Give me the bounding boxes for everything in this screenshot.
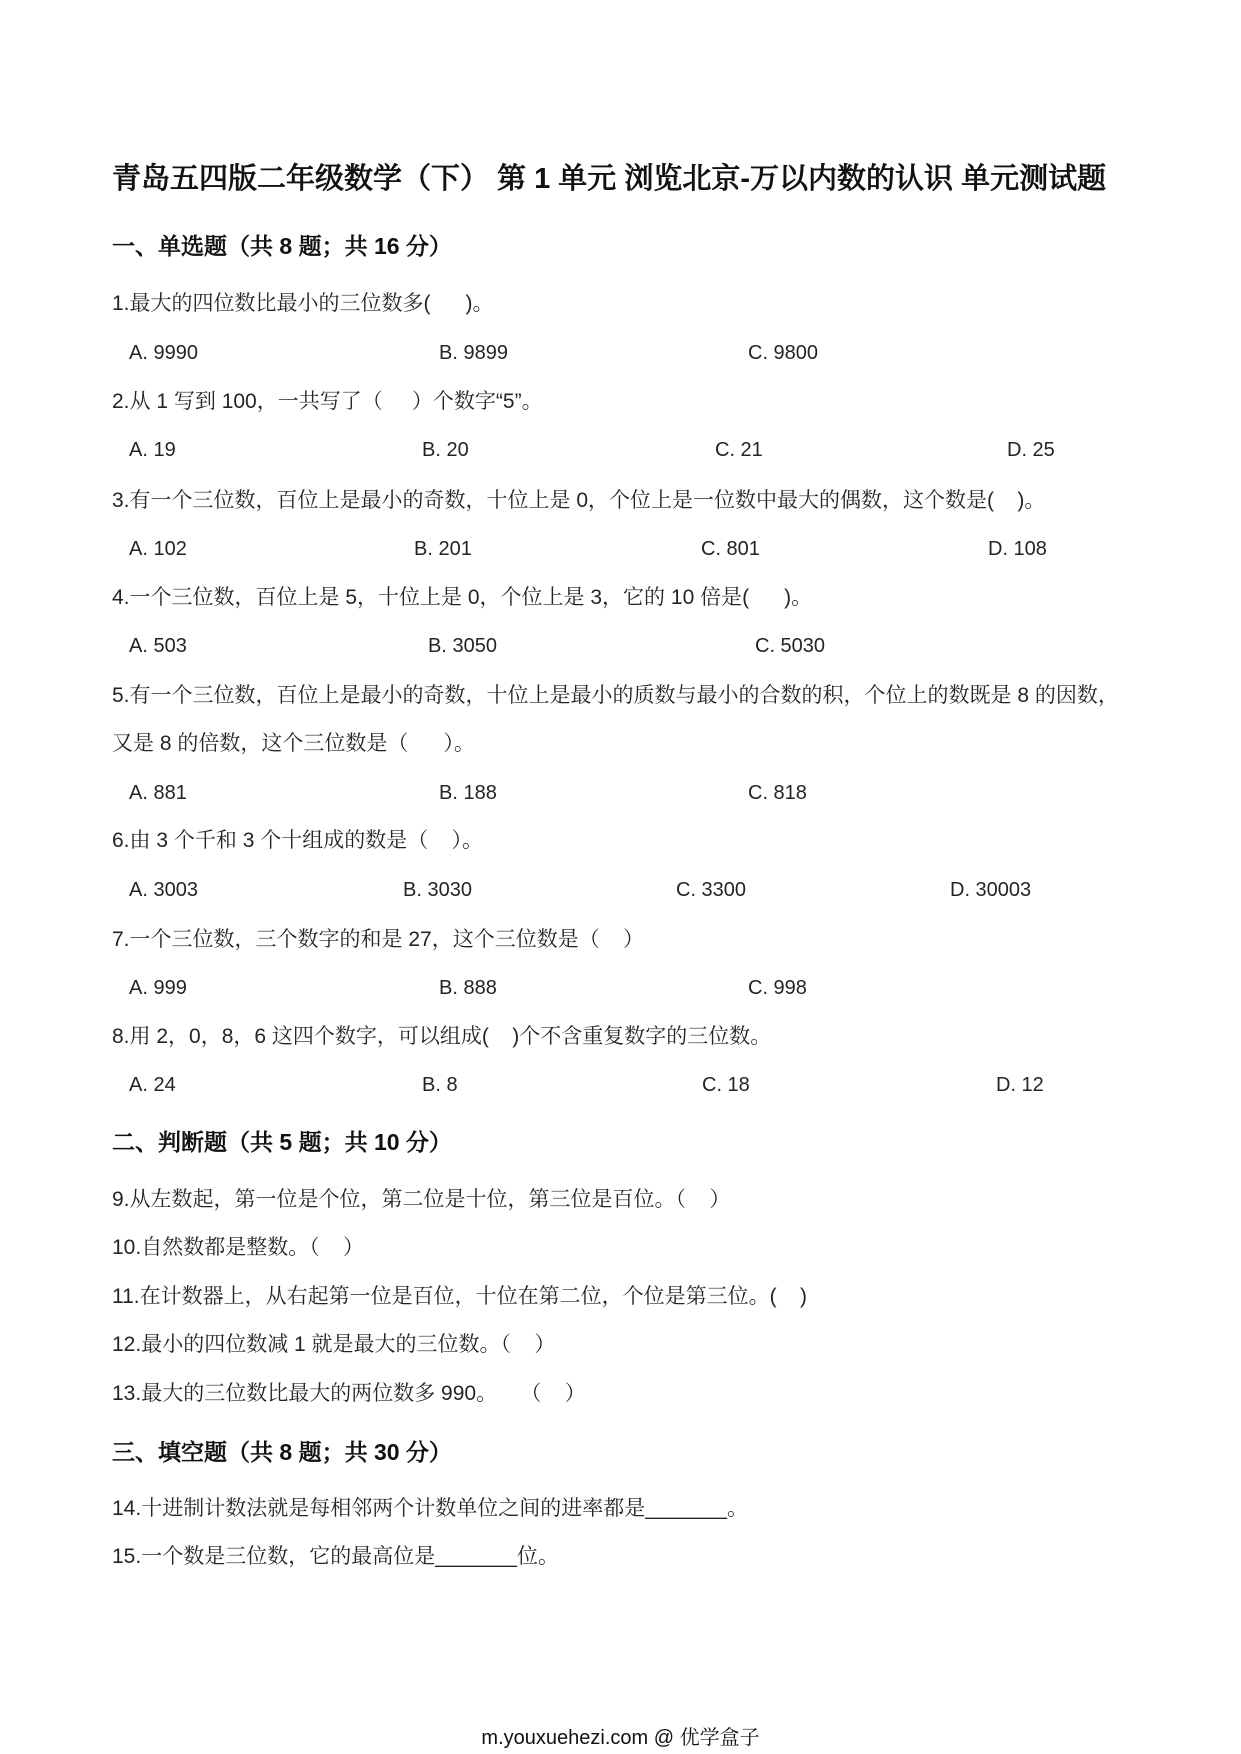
question-7-option-b: B. 888 [439,977,497,999]
question-7-text: 7.一个三位数，三个数字的和是 27，这个三位数是（ ） [112,928,645,951]
question-4-text: 4.一个三位数，百位上是 5，十位上是 0，个位上是 3，它的 10 倍是( )。 [112,586,813,609]
question-10-text: 10.自然数都是整数。（ ） [112,1236,365,1259]
question-6-text: 6.由 3 个千和 3 个十组成的数是（ ）。 [112,829,484,852]
document-title: 青岛五四版二年级数学（下） 第 1 单元 浏览北京-万以内数的认识 单元测试题 [112,163,1107,195]
section-heading: 二、判断题（共 5 题；共 10 分） [112,1129,452,1155]
question-8-option-a: A. 24 [129,1074,176,1096]
question-9-text: 9.从左数起，第一位是个位，第二位是十位，第三位是百位。（ ） [112,1188,731,1211]
question-6-option-c: C. 3300 [676,879,747,901]
section-heading: 三、填空题（共 8 题；共 30 分） [112,1439,452,1465]
question-4-option-b: B. 3050 [428,635,497,657]
question-7-option-a: A. 999 [129,977,187,999]
question-2-option-c: C. 21 [715,439,763,461]
question-11-text: 11.在计数器上，从右起第一位是百位，十位在第二位，个位是第三位。( ) [112,1285,807,1308]
question-2-option-b: B. 20 [422,439,469,461]
question-1-option-c: C. 9800 [748,342,819,364]
question-8-option-b: B. 8 [422,1074,458,1096]
question-1-text: 1.最大的四位数比最小的三位数多( )。 [112,292,494,315]
question-3-option-c: C. 801 [701,538,760,560]
section-heading: 一、单选题（共 8 题；共 16 分） [112,233,452,259]
page-footer: m.youxuehezi.com @ 优学盒子 [481,1727,760,1749]
question-2-option-a: A. 19 [129,439,176,461]
question-14-text: 14.十进制计数法就是每相邻两个计数单位之间的进率都是_______。 [112,1497,748,1520]
question-1-option-b: B. 9899 [439,342,508,364]
question-8-option-c: C. 18 [702,1074,750,1096]
question-12-text: 12.最小的四位数减 1 就是最大的三位数。（ ） [112,1333,556,1356]
question-8-option-d: D. 12 [996,1074,1044,1096]
question-4-option-a: A. 503 [129,635,187,657]
question-13-text: 13.最大的三位数比最大的两位数多 990。 （ ） [112,1382,586,1405]
question-3-option-b: B. 201 [414,538,472,560]
question-6-option-a: A. 3003 [129,879,198,901]
question-7-option-c: C. 998 [748,977,807,999]
question-15-text: 15.一个数是三位数，它的最高位是_______位。 [112,1545,559,1568]
question-3-option-d: D. 108 [988,538,1047,560]
question-6-option-d: D. 30003 [950,879,1032,901]
question-2-text: 2.从 1 写到 100，一共写了（ ）个数字“5”。 [112,390,543,413]
question-6-option-b: B. 3030 [403,879,472,901]
question-8-text: 8.用 2，0，8，6 这四个数字，可以组成( )个不含重复数字的三位数。 [112,1025,772,1048]
question-3-text: 3.有一个三位数，百位上是最小的奇数，十位上是 0，个位上是一位数中最大的偶数，这个数是( )。 [112,489,1046,512]
question-5-option-c: C. 818 [748,782,807,804]
question-5-option-a: A. 881 [129,782,187,804]
question-5-option-b: B. 188 [439,782,497,804]
question-1-option-a: A. 9990 [129,342,198,364]
question-3-option-a: A. 102 [129,538,187,560]
question-5-text-line-2: 又是 8 的倍数，这个三位数是（ ）。 [112,732,475,755]
question-2-option-d: D. 25 [1007,439,1055,461]
question-5-text-line-1: 5.有一个三位数，百位上是最小的奇数，十位上是最小的质数与最小的合数的积，个位上的数既是 8 的因数， [112,684,1119,707]
question-4-option-c: C. 5030 [755,635,826,657]
